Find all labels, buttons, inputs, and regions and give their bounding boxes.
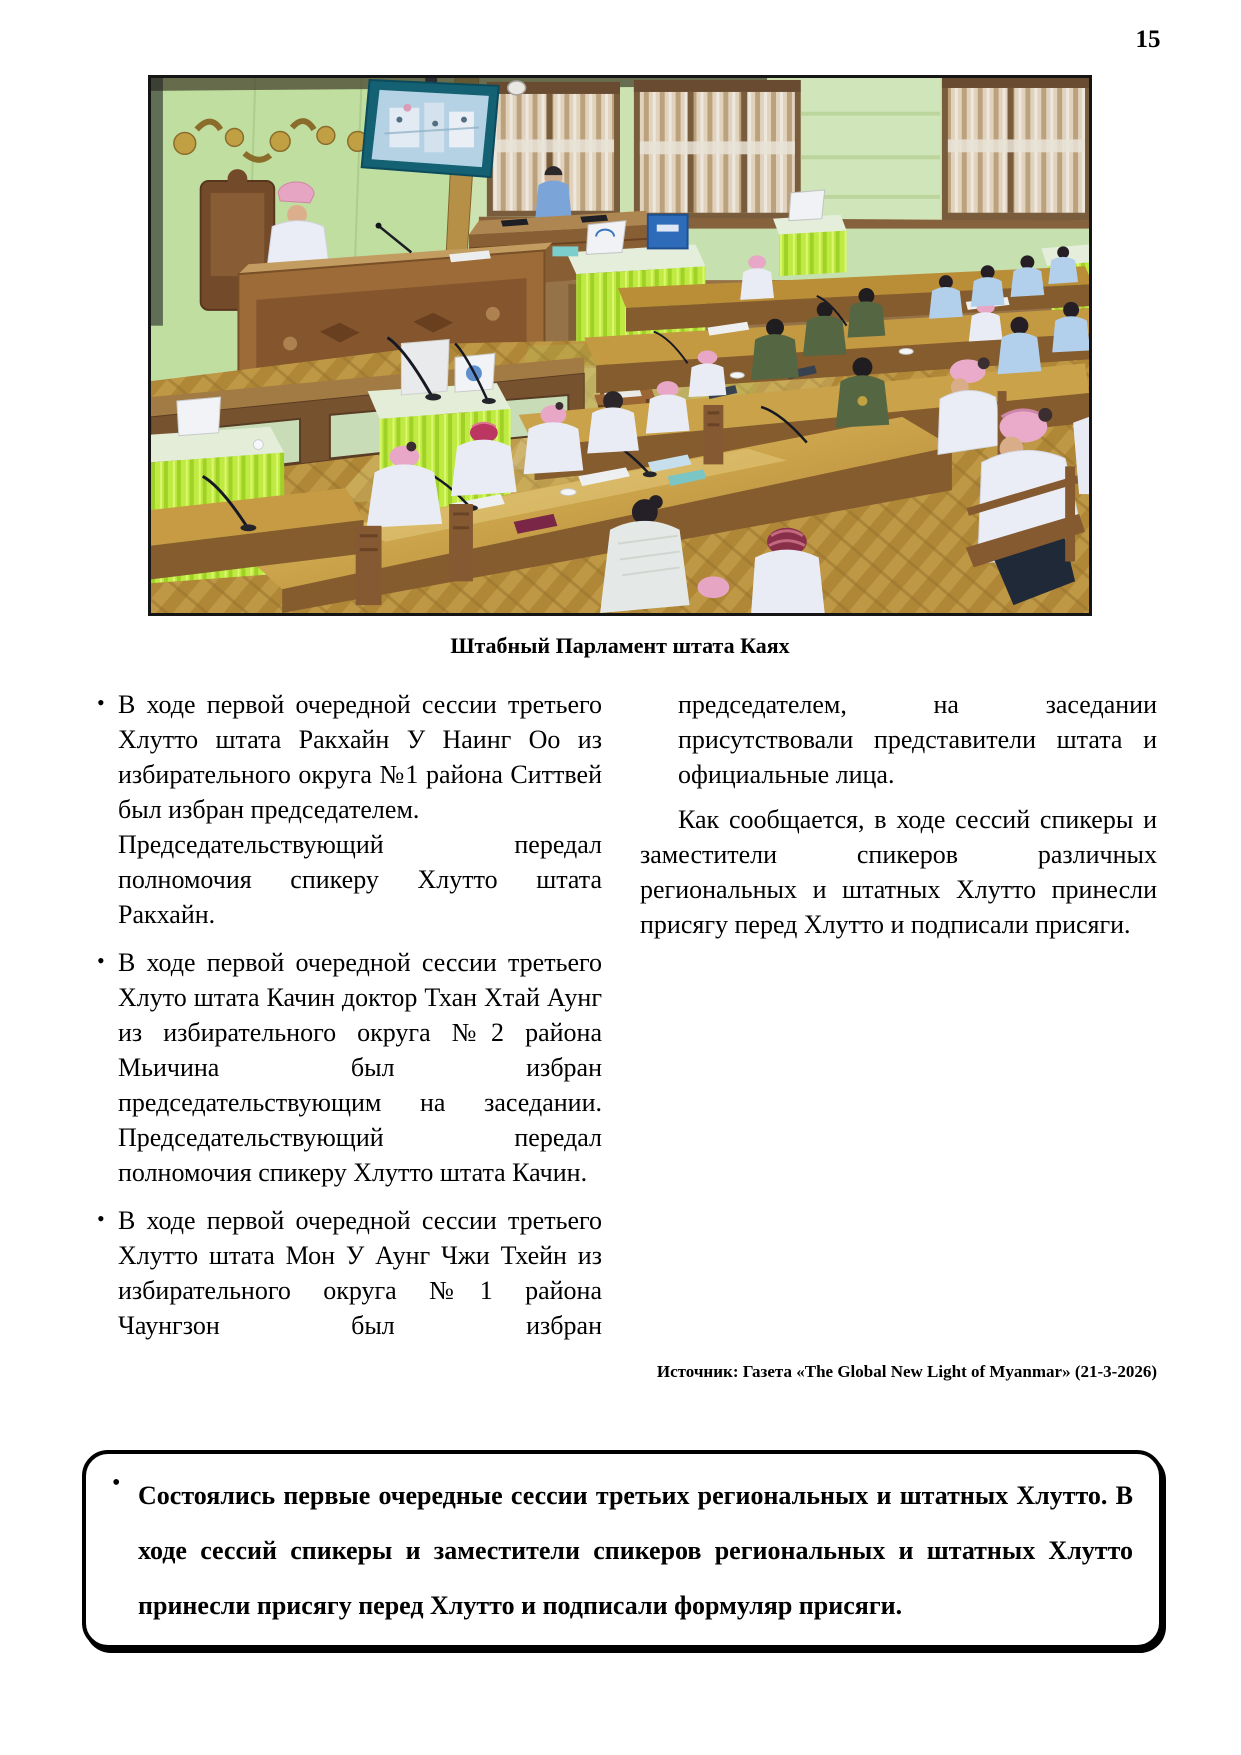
summary-text: Состоялись первые очередные сессии третьих региональных и штатных Хлутто. В ходе сессий спикеры и заместители спикеров региональных и штатных Хлутто принесли присягу перед Хлутто и подписали формуляр присяги.: [138, 1481, 1133, 1620]
bullet-icon: •: [97, 948, 105, 973]
list-item-kachin: [95, 945, 602, 1190]
summary-box: [82, 1450, 1163, 1649]
photo-caption: Штабный Парламент штата Каях: [450, 633, 790, 658]
summary-list-item: [110, 1468, 1133, 1633]
list-item-text: В ходе первой очередной сессии третьего Хлутто штата Мон У Аунг Чжи Тхейн из избирательного округа №1 района Чаунгзон был избран: [118, 1206, 602, 1340]
photo-parliament-session: [148, 75, 1092, 616]
list-item-continuation: председателем, на заседании присутствовали представители штата и официальные лица.: [678, 690, 1157, 789]
list-item-rakhine: [95, 687, 602, 932]
article-paragraph: Как сообщается, в ходе сессий спикеры и заместители спикеров различных региональных и штатных Хлутто принесли присягу перед Хлутто и подписали присяги.: [640, 805, 1157, 939]
list-item-text: В ходе первой очередной сессии третьего Хлутто штата Ракхайн У Наинг Оо из избирательного округа №1 района Ситтвей был избран председателем.: [118, 690, 602, 824]
bullet-icon: •: [97, 1206, 105, 1231]
article-left-column: [95, 687, 602, 1356]
article-right-column: [640, 687, 1157, 942]
page-number: 15: [1135, 26, 1161, 53]
parliament-hall-illustration: [151, 78, 1089, 613]
list-item-text: В ходе первой очередной сессии третьего Хлуто штата Качин доктор Тхан Хтай Аунг из избирательного округа №2 района Мьичина был избран председательствующим на заседании. Председательствующий передал полномочия спикеру Хлутто штата Качин.: [118, 948, 602, 1187]
bullet-icon: •: [112, 1470, 121, 1496]
list-item-mon: [95, 1203, 602, 1343]
source-attribution: Источник: Газета «The Global New Light of Myanmar» (21-3-2026): [656, 1362, 1157, 1381]
list-item-text: Председательствующий передал полномочия спикеру Хлутто штата Ракхайн.: [118, 830, 602, 929]
bullet-icon: •: [97, 690, 105, 715]
